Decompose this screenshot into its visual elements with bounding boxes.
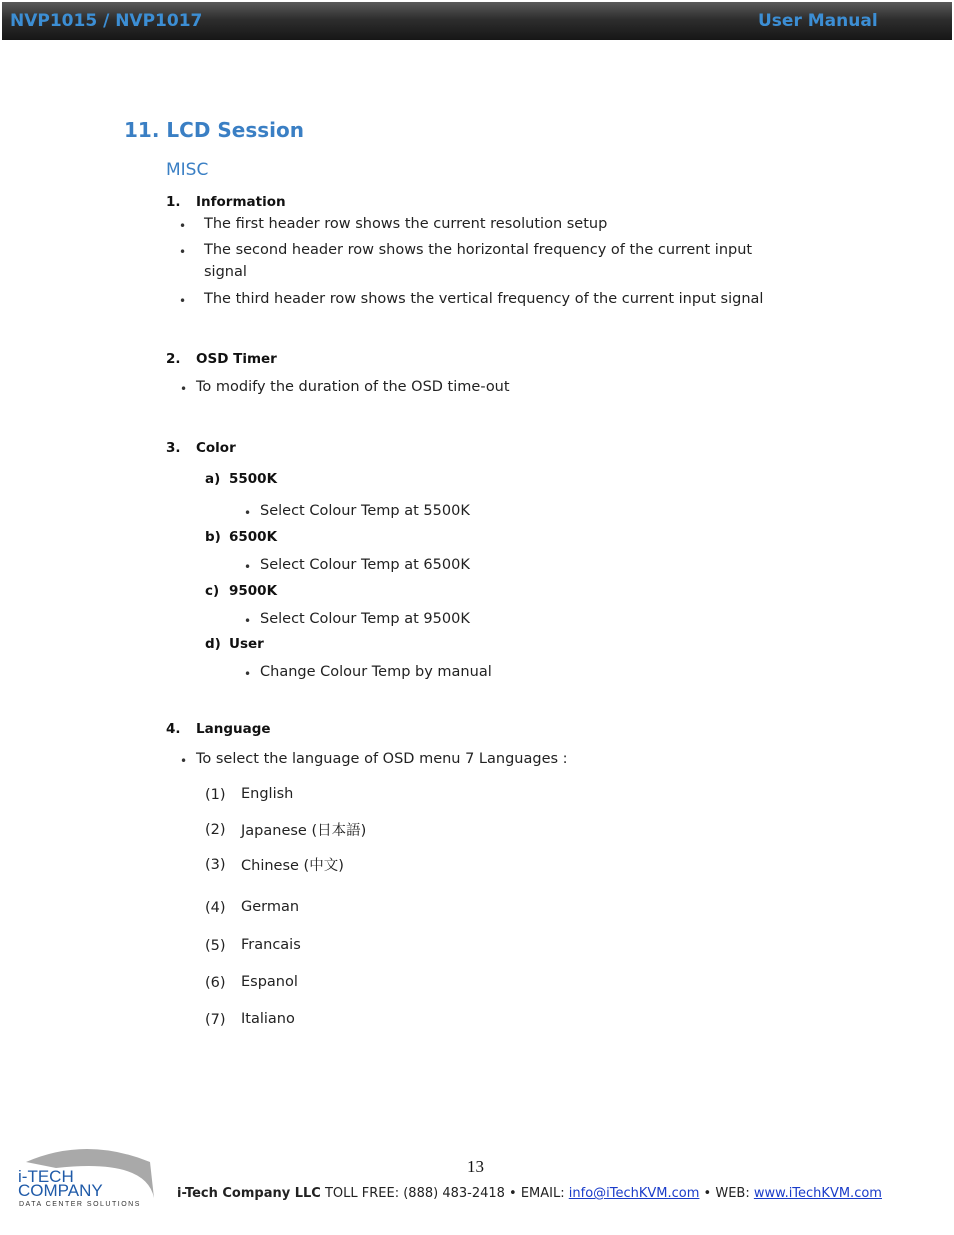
header-model: NVP1015 / NVP1017 (10, 11, 203, 31)
bullet-icon: • (179, 294, 187, 308)
language-name: English (241, 786, 294, 802)
item-title-language: Language (196, 721, 271, 737)
option-label: c) (205, 583, 220, 599)
logo-line2: COMPANY (18, 1181, 103, 1200)
footer-email-link[interactable]: info@iTechKVM.com (568, 1186, 700, 1201)
page-header (2, 2, 952, 40)
option-name: 5500K (229, 471, 278, 487)
item-number: 4. (166, 721, 181, 737)
footer-web-link[interactable]: www.iTechKVM.com (753, 1186, 882, 1201)
option-desc: Select Colour Temp at 6500K (260, 557, 470, 573)
language-index: (1) (205, 787, 226, 803)
footer-web-label: • WEB: (699, 1186, 754, 1201)
bullet-icon: • (180, 754, 188, 768)
footer-contact (177, 1186, 882, 1201)
language-index: (6) (205, 975, 226, 991)
option-desc: Change Colour Temp by manual (260, 664, 492, 680)
item-title-osd-timer: OSD Timer (196, 351, 277, 367)
item-number: 3. (166, 440, 181, 456)
language-index: (3) (205, 857, 226, 873)
bullet-icon: • (179, 245, 187, 259)
language-index: (7) (205, 1012, 226, 1028)
option-name: 9500K (229, 583, 278, 599)
option-label: a) (205, 471, 221, 487)
language-index: (4) (205, 900, 226, 916)
language-index: (2) (205, 822, 226, 838)
item-title-color: Color (196, 440, 236, 456)
item-title-information: Information (196, 194, 286, 210)
language-name: Espanol (241, 974, 298, 990)
bullet-icon: • (179, 219, 187, 233)
bullet-icon: • (244, 506, 252, 520)
bullet-text: The second header row shows the horizontal frequency of the current input (204, 242, 753, 258)
footer-company: i-Tech Company LLC (177, 1186, 321, 1201)
section-title: 11. LCD Session (124, 118, 304, 142)
footer-tollfree: TOLL FREE: (888) 483-2418 • EMAIL: (320, 1186, 569, 1201)
subsection-title: MISC (166, 160, 209, 180)
language-name: German (241, 899, 300, 915)
logo-line1: i-TECH (18, 1167, 74, 1186)
company-logo (16, 1144, 166, 1210)
bullet-text: To select the language of OSD menu 7 Languages : (196, 751, 568, 767)
option-name: 6500K (229, 529, 278, 545)
bullet-icon: • (180, 382, 188, 396)
bullet-icon: • (244, 667, 252, 681)
option-desc: Select Colour Temp at 9500K (260, 611, 470, 627)
language-name: Francais (241, 937, 301, 953)
option-label: b) (205, 529, 221, 545)
bullet-icon: • (244, 560, 252, 574)
page-number: 13 (467, 1157, 484, 1176)
option-label: d) (205, 636, 221, 652)
bullet-text: The third header row shows the vertical frequency of the current input signal (204, 291, 764, 307)
item-number: 1. (166, 194, 181, 210)
language-name: Italiano (241, 1011, 295, 1027)
bullet-text-continued: signal (204, 264, 247, 280)
bullet-text: The first header row shows the current resolution setup (204, 216, 608, 232)
item-number: 2. (166, 351, 181, 367)
language-index: (5) (205, 938, 226, 954)
language-name: Japanese (日本語) (241, 823, 367, 839)
option-name: User (229, 636, 264, 652)
bullet-text: To modify the duration of the OSD time-out (196, 379, 510, 395)
header-manual-label: User Manual (758, 11, 878, 31)
bullet-icon: • (244, 614, 252, 628)
language-name: Chinese (中文) (241, 858, 344, 874)
option-desc: Select Colour Temp at 5500K (260, 503, 470, 519)
logo-line3: DATA CENTER SOLUTIONS (19, 1201, 141, 1208)
